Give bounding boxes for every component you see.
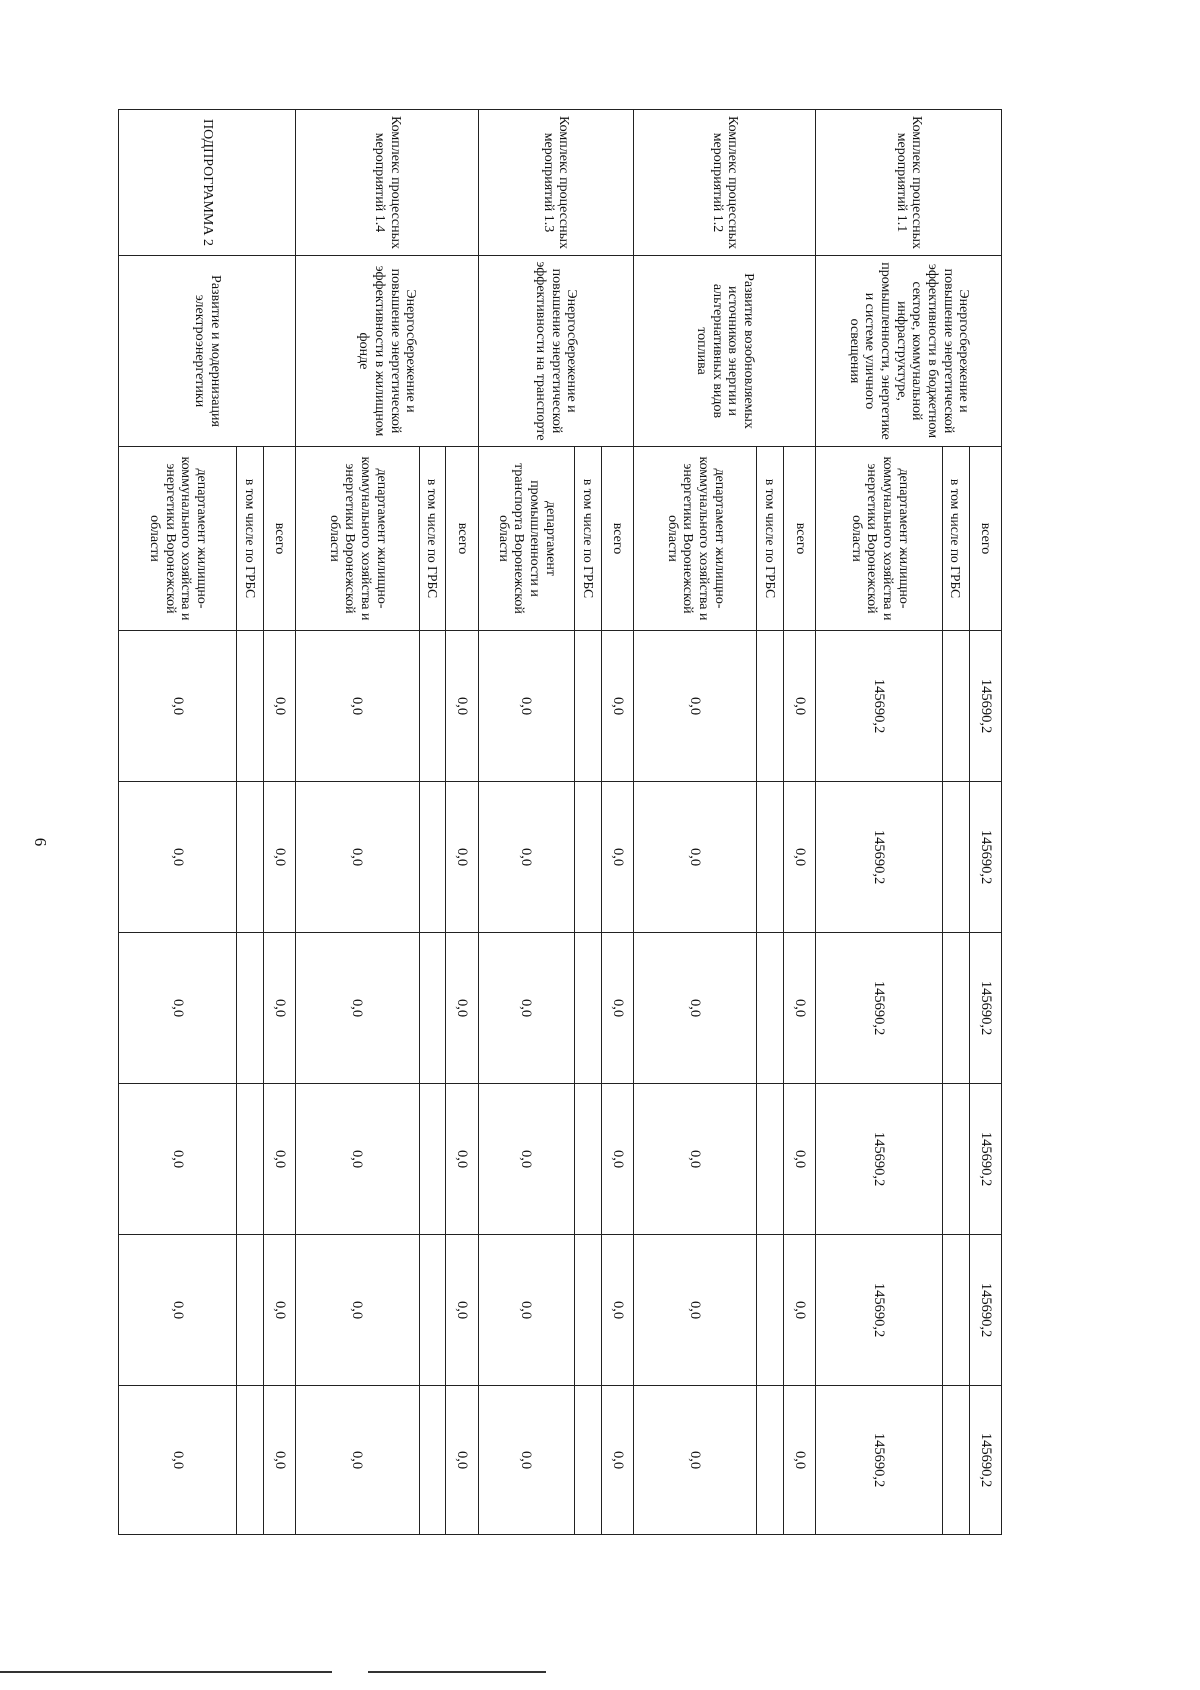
value-cell <box>419 1235 446 1386</box>
grbs-subheader-cell: в том числе по ГРБС <box>419 447 446 631</box>
value-cell: 0,0 <box>478 631 575 782</box>
value-cell: 145690,2 <box>816 1235 943 1386</box>
value-cell: 0,0 <box>119 1386 237 1535</box>
value-cell: 0,0 <box>119 933 237 1084</box>
funding-source-cell: департамент жилищно-коммунального хозяйства и энергетики Воронежской области <box>634 447 757 631</box>
value-cell: 0,0 <box>446 933 478 1084</box>
funding-source-cell: департамент промышленности и транспорта Воронежской области <box>478 447 575 631</box>
value-cell: 0,0 <box>784 1235 816 1386</box>
value-cell <box>757 933 784 1084</box>
funding-source-cell: департамент жилищно-коммунального хозяйства и энергетики Воронежской области <box>119 447 237 631</box>
value-cell: 0,0 <box>264 782 296 933</box>
value-cell: 145690,2 <box>816 782 943 933</box>
value-cell: 0,0 <box>446 1235 478 1386</box>
value-cell: 0,0 <box>478 1386 575 1535</box>
value-cell <box>757 631 784 782</box>
value-cell: 0,0 <box>296 631 419 782</box>
grbs-subheader-cell: в том числе по ГРБС <box>237 447 264 631</box>
value-cell <box>575 1235 602 1386</box>
value-cell <box>575 1386 602 1535</box>
table-row <box>264 110 296 1535</box>
value-cell: 0,0 <box>634 1084 757 1235</box>
value-cell: 0,0 <box>296 782 419 933</box>
value-cell: 0,0 <box>264 1235 296 1386</box>
value-cell: 0,0 <box>478 1235 575 1386</box>
value-cell: 0,0 <box>296 1386 419 1535</box>
value-cell: 0,0 <box>264 631 296 782</box>
value-cell: 145690,2 <box>816 631 943 782</box>
value-cell: 145690,2 <box>816 933 943 1084</box>
value-cell: 0,0 <box>784 1386 816 1535</box>
value-cell <box>237 933 264 1084</box>
value-cell: 145690,2 <box>969 1386 1001 1535</box>
value-cell <box>943 1084 970 1235</box>
value-cell: 0,0 <box>601 782 633 933</box>
grbs-subheader-cell: в том числе по ГРБС <box>943 447 970 631</box>
value-cell: 0,0 <box>601 1084 633 1235</box>
measure-name-cell: Развитие и модернизация электроэнергетики <box>119 256 296 447</box>
status-cell: Комплекс процессных мероприятий 1.4 <box>296 110 478 256</box>
grbs-subheader-cell: в том числе по ГРБС <box>757 447 784 631</box>
value-cell: 0,0 <box>784 631 816 782</box>
table-row <box>969 110 1001 1535</box>
table-row <box>784 110 816 1535</box>
value-cell <box>943 631 970 782</box>
value-cell <box>237 1084 264 1235</box>
value-cell: 0,0 <box>478 933 575 1084</box>
value-cell: 0,0 <box>634 631 757 782</box>
value-cell <box>575 1084 602 1235</box>
value-cell: 0,0 <box>264 1084 296 1235</box>
scan-edge-line <box>368 1671 546 1673</box>
value-cell: 145690,2 <box>969 933 1001 1084</box>
value-cell: 145690,2 <box>969 782 1001 933</box>
funding-table-body <box>119 110 1002 1535</box>
value-cell: 0,0 <box>634 933 757 1084</box>
value-cell <box>419 1084 446 1235</box>
measure-name-cell: Энергосбережение и повышение энергетической эффективности в жилищном фонде <box>296 256 478 447</box>
value-cell <box>943 1386 970 1535</box>
value-cell: 145690,2 <box>816 1386 943 1535</box>
value-cell: 0,0 <box>119 782 237 933</box>
value-cell <box>943 933 970 1084</box>
value-cell: 0,0 <box>119 631 237 782</box>
funding-source-cell: всего <box>264 447 296 631</box>
value-cell <box>943 1235 970 1386</box>
value-cell: 145690,2 <box>816 1084 943 1235</box>
value-cell: 0,0 <box>264 1386 296 1535</box>
funding-source-cell: департамент жилищно-коммунального хозяйства и энергетики Воронежской области <box>296 447 419 631</box>
value-cell <box>237 782 264 933</box>
value-cell <box>419 933 446 1084</box>
funding-source-cell: всего <box>601 447 633 631</box>
value-cell: 0,0 <box>119 1235 237 1386</box>
value-cell: 145690,2 <box>969 1084 1001 1235</box>
value-cell <box>419 1386 446 1535</box>
value-cell <box>419 782 446 933</box>
value-cell <box>575 782 602 933</box>
value-cell <box>757 782 784 933</box>
value-cell: 0,0 <box>446 1084 478 1235</box>
measure-name-cell: Энергосбережение и повышение энергетической эффективности на транспорте <box>478 256 634 447</box>
value-cell: 0,0 <box>446 631 478 782</box>
value-cell: 0,0 <box>601 631 633 782</box>
value-cell: 0,0 <box>601 1235 633 1386</box>
value-cell: 145690,2 <box>969 631 1001 782</box>
grbs-subheader-cell: в том числе по ГРБС <box>575 447 602 631</box>
value-cell: 0,0 <box>296 1235 419 1386</box>
value-cell: 0,0 <box>296 1084 419 1235</box>
measure-name-cell: Развитие возобновляемых источников энергии и альтернативных видов топлива <box>634 256 816 447</box>
value-cell: 0,0 <box>119 1084 237 1235</box>
value-cell <box>237 1386 264 1535</box>
value-cell: 0,0 <box>634 1235 757 1386</box>
measure-name-cell: Энергосбережение и повышение энергетической эффективности в бюджетном секторе, коммунальной инфраструктуре, промышленности, энергетике и системе уличного освещения <box>816 256 1002 447</box>
value-cell: 0,0 <box>478 1084 575 1235</box>
value-cell: 0,0 <box>264 933 296 1084</box>
value-cell <box>237 1235 264 1386</box>
status-cell: Комплекс процессных мероприятий 1.1 <box>816 110 1002 256</box>
value-cell <box>757 1084 784 1235</box>
funding-table <box>118 109 1002 1535</box>
status-cell: ПОДПРОГРАММА 2 <box>119 110 296 256</box>
value-cell: 0,0 <box>296 933 419 1084</box>
funding-source-cell: всего <box>969 447 1001 631</box>
value-cell: 0,0 <box>478 782 575 933</box>
value-cell <box>237 631 264 782</box>
value-cell <box>943 782 970 933</box>
value-cell: 145690,2 <box>969 1235 1001 1386</box>
value-cell: 0,0 <box>446 1386 478 1535</box>
status-cell: Комплекс процессных мероприятий 1.3 <box>478 110 634 256</box>
status-cell: Комплекс процессных мероприятий 1.2 <box>634 110 816 256</box>
value-cell: 0,0 <box>784 1084 816 1235</box>
value-cell: 0,0 <box>784 933 816 1084</box>
page-number: 6 <box>31 837 50 847</box>
value-cell <box>575 631 602 782</box>
value-cell: 0,0 <box>446 782 478 933</box>
value-cell: 0,0 <box>601 1386 633 1535</box>
funding-source-cell: всего <box>446 447 478 631</box>
rotated-table-frame <box>118 109 1002 1534</box>
funding-source-cell: департамент жилищно-коммунального хозяйства и энергетики Воронежской области <box>816 447 943 631</box>
value-cell: 0,0 <box>601 933 633 1084</box>
value-cell <box>575 933 602 1084</box>
value-cell <box>757 1386 784 1535</box>
scan-edge-line <box>0 1671 332 1673</box>
value-cell <box>757 1235 784 1386</box>
table-row <box>601 110 633 1535</box>
value-cell: 0,0 <box>784 782 816 933</box>
value-cell: 0,0 <box>634 782 757 933</box>
table-row <box>446 110 478 1535</box>
value-cell: 0,0 <box>634 1386 757 1535</box>
value-cell <box>419 631 446 782</box>
funding-source-cell: всего <box>784 447 816 631</box>
